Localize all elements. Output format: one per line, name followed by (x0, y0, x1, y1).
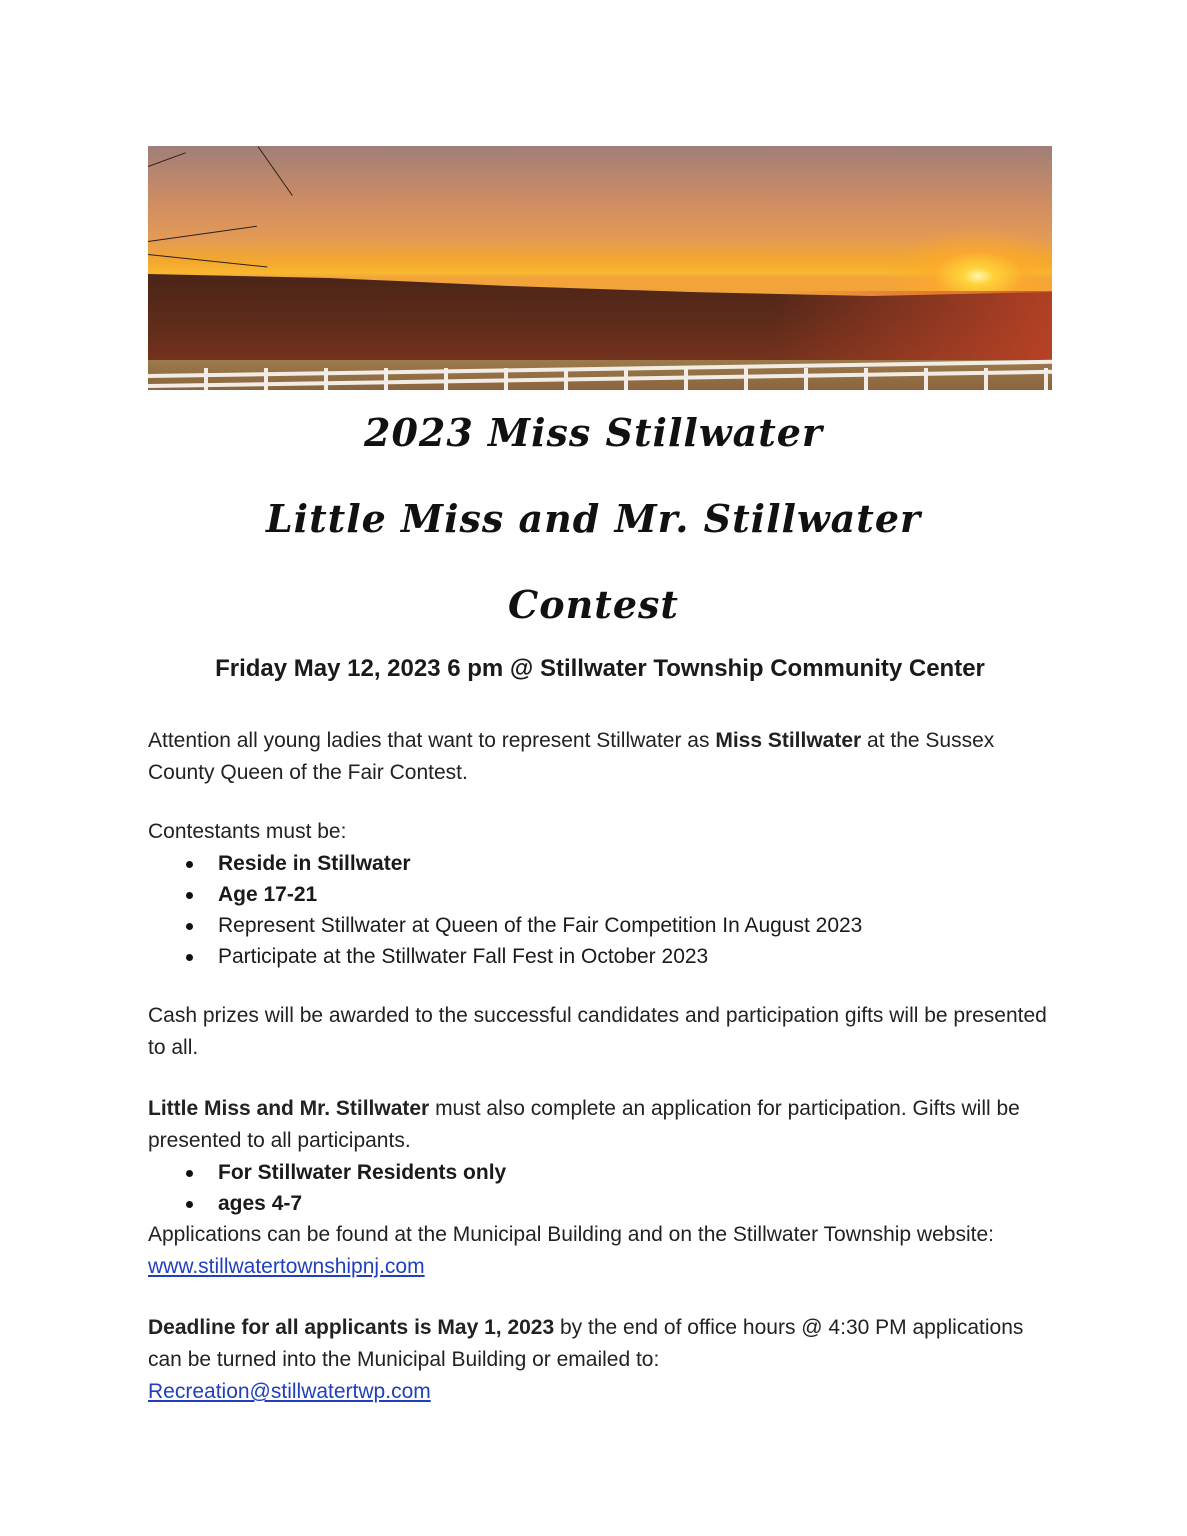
list-item: Age 17-21 (148, 879, 862, 910)
sunset-banner-image (148, 146, 1052, 390)
deadline-paragraph (148, 1312, 1048, 1408)
list-item: Represent Stillwater at Queen of the Fair Competition In August 2023 (148, 910, 862, 941)
website-link[interactable]: www.stillwatertownshipnj.com (148, 1255, 425, 1278)
intro-paragraph (148, 725, 1048, 789)
title-line-3: Contest (508, 582, 679, 627)
title-line-2: Little Miss and Mr. Stillwater (265, 496, 922, 541)
intro-bold: Miss Stillwater (715, 729, 862, 752)
list-item: Reside in Stillwater (148, 848, 862, 879)
list-item: For Stillwater Residents only (148, 1157, 506, 1188)
little-miss-paragraph (148, 1093, 1048, 1157)
little-miss-bold: Little Miss and Mr. Stillwater (148, 1097, 430, 1120)
email-link[interactable]: Recreation@stillwatertwp.com (148, 1380, 431, 1403)
little-miss-text: must also complete an application for participation. Gifts will be presented to all participants. (148, 1097, 1020, 1152)
requirements-list (148, 848, 862, 972)
little-miss-list (148, 1157, 506, 1219)
prizes-paragraph: Cash prizes will be awarded to the successful candidates and participation gifts will be presented to all. (148, 1004, 1047, 1059)
applications-paragraph (148, 1219, 1048, 1283)
list-item: Participate at the Stillwater Fall Fest in October 2023 (148, 941, 862, 972)
tree-branch (148, 226, 257, 242)
deadline-text: by the end of office hours @ 4:30 PM applications can be turned into the Municipal Building or emailed to: (148, 1316, 1024, 1371)
tree-branch (148, 254, 267, 268)
intro-text: Attention all young ladies that want to represent Stillwater as (148, 729, 716, 752)
title-line-1: 2023 Miss Stillwater (364, 410, 823, 455)
deadline-bold: Deadline for all applicants is May 1, 2023 (148, 1316, 555, 1339)
tree-branch (258, 146, 293, 196)
list-item: ages 4-7 (148, 1188, 506, 1219)
applications-text: Applications can be found at the Municipal Building and on the Stillwater Township website: (148, 1223, 994, 1246)
hillside-glow (772, 291, 1052, 371)
intro-text-end: at the Sussex County Queen of the Fair Contest. (148, 729, 995, 784)
requirements-heading: Contestants must be: (148, 820, 347, 843)
tree-branch (148, 152, 186, 167)
event-date-location: Friday May 12, 2023 6 pm @ Stillwater Township Community Center (215, 655, 985, 682)
